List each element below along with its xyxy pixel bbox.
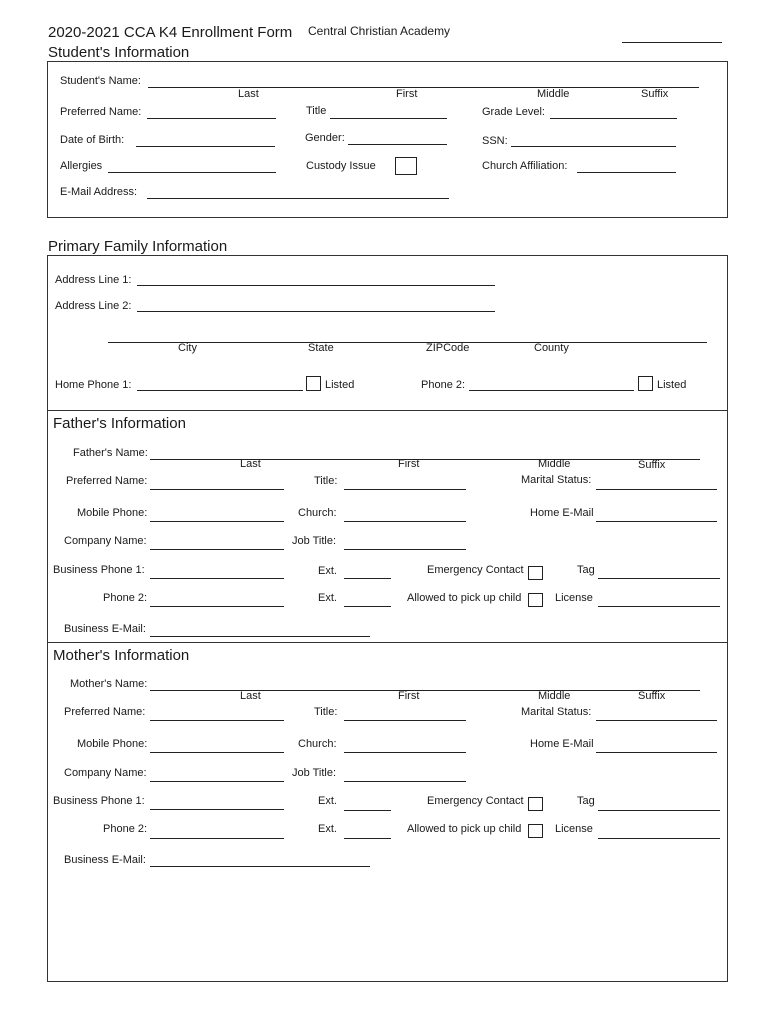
form-title: 2020-2021 CCA K4 Enrollment Form [48,24,293,41]
father-emergency-label: Emergency Contact [427,564,524,576]
father-church-label: Church: [298,507,337,519]
father-name-field[interactable] [150,446,700,460]
form-top-right-field[interactable] [622,29,722,43]
mother-bemail-label: Business E-Mail: [64,854,146,866]
student-dob-field[interactable] [136,133,275,147]
home-phone-field[interactable] [137,377,303,391]
home-phone-listed-label: Listed [325,379,355,391]
mother-mobile-label: Mobile Phone: [77,738,148,750]
father-phone2-field[interactable] [150,593,284,607]
mother-first-caption: First [398,690,420,702]
father-ext1-field[interactable] [344,565,391,579]
mother-section-heading: Mother's Information [53,647,190,664]
address1-field[interactable] [137,272,495,286]
mother-marital-label: Marital Status: [521,706,592,718]
student-title-field[interactable] [330,105,447,119]
father-license-label: License [555,592,593,604]
state-caption: State [308,342,334,354]
mother-pickup-checkbox[interactable] [528,824,543,838]
mother-home-email-field[interactable] [596,739,717,753]
mother-bphone1-label: Business Phone 1: [53,795,145,807]
father-phone2-label: Phone 2: [103,592,148,604]
address2-label: Address Line 2: [55,300,132,312]
student-dob-label: Date of Birth: [60,134,125,146]
father-tag-label: Tag [577,564,595,576]
father-mobile-label: Mobile Phone: [77,507,148,519]
phone2-field[interactable] [469,377,634,391]
student-name-field[interactable] [148,74,699,88]
student-allergies-field[interactable] [108,159,276,173]
school-name: Central Christian Academy [308,24,451,38]
family-section-heading: Primary Family Information [48,238,228,255]
father-marital-field[interactable] [596,476,717,490]
student-gender-label: Gender: [305,132,345,144]
father-last-caption: Last [240,458,261,470]
mother-marital-field[interactable] [596,707,717,721]
student-first-caption: First [396,88,418,100]
father-middle-caption: Middle [538,458,571,470]
mother-home-email-label: Home E-Mail [530,738,594,750]
student-church-field[interactable] [577,159,676,173]
mother-bphone1-field[interactable] [150,796,284,810]
student-suffix-caption: Suffix [641,88,669,100]
student-name-label: Student's Name: [60,75,141,87]
mother-tag-field[interactable] [598,797,720,811]
father-title-label: Title: [314,475,338,487]
mother-license-field[interactable] [598,825,720,839]
mother-middle-caption: Middle [538,690,571,702]
zip-caption: ZIPCode [426,342,470,354]
father-job-label: Job Title: [292,535,337,547]
divider-father [47,410,728,411]
student-church-label: Church Affiliation: [482,160,568,172]
mother-name-field[interactable] [150,677,700,691]
mother-pickup-label: Allowed to pick up child [407,823,522,835]
mother-bemail-field[interactable] [150,853,370,867]
home-phone-listed-checkbox[interactable] [306,376,321,391]
mother-emergency-checkbox[interactable] [528,797,543,811]
student-email-label: E-Mail Address: [60,186,138,198]
custody-issue-checkbox[interactable] [395,157,417,175]
father-ext2-label: Ext. [318,592,337,604]
father-pickup-checkbox[interactable] [528,593,543,607]
mother-church-field[interactable] [344,739,466,753]
main-info-box [47,255,728,982]
father-ext2-field[interactable] [344,593,391,607]
mother-job-field[interactable] [344,768,466,782]
mother-license-label: License [555,823,593,835]
student-ssn-label: SSN: [482,135,508,147]
father-mobile-field[interactable] [150,508,284,522]
mother-ext2-field[interactable] [344,825,391,839]
phone2-label: Phone 2: [421,379,466,391]
student-email-field[interactable] [147,185,449,199]
father-church-field[interactable] [344,508,466,522]
student-title-label: Title [306,105,327,117]
father-suffix-caption: Suffix [638,459,666,471]
mother-ext1-field[interactable] [344,797,391,811]
mother-title-field[interactable] [344,707,466,721]
mother-ext2-label: Ext. [318,823,337,835]
father-marital-label: Marital Status: [521,474,592,486]
mother-suffix-caption: Suffix [638,690,666,702]
student-custody-label: Custody Issue [306,160,376,172]
address1-label: Address Line 1: [55,274,132,286]
father-section-heading: Father's Information [53,415,186,432]
mother-name-label: Mother's Name: [70,678,148,690]
phone2-listed-checkbox[interactable] [638,376,653,391]
father-bphone1-label: Business Phone 1: [53,564,145,576]
mother-phone2-label: Phone 2: [103,823,148,835]
father-first-caption: First [398,458,420,470]
home-phone-label: Home Phone 1: [55,379,132,391]
phone2-listed-label: Listed [657,379,687,391]
student-preferred-field[interactable] [147,105,276,119]
father-tag-field[interactable] [598,565,720,579]
mother-church-label: Church: [298,738,337,750]
mother-preferred-label: Preferred Name: [64,706,146,718]
student-grade-field[interactable] [550,105,677,119]
mother-company-label: Company Name: [64,767,147,779]
county-caption: County [534,342,569,354]
mother-last-caption: Last [240,690,261,702]
student-gender-field[interactable] [348,131,447,145]
divider-mother [47,642,728,643]
student-grade-label: Grade Level: [482,106,545,118]
mother-preferred-field[interactable] [150,707,284,721]
father-preferred-field[interactable] [150,476,284,490]
mother-job-label: Job Title: [292,767,337,779]
mother-tag-label: Tag [577,795,595,807]
mother-emergency-label: Emergency Contact [427,795,524,807]
father-bphone1-field[interactable] [150,565,284,579]
father-company-label: Company Name: [64,535,147,547]
student-ssn-field[interactable] [511,133,676,147]
father-ext1-label: Ext. [318,565,337,577]
father-job-field[interactable] [344,536,466,550]
student-last-caption: Last [238,88,259,100]
address2-field[interactable] [137,298,495,312]
student-section-heading: Student's Information [48,44,190,61]
mother-title-label: Title: [314,706,338,718]
father-emergency-checkbox[interactable] [528,566,543,580]
student-allergies-label: Allergies [60,160,103,172]
city-caption: City [178,342,197,354]
father-pickup-label: Allowed to pick up child [407,592,522,604]
father-license-field[interactable] [598,593,720,607]
mother-mobile-field[interactable] [150,739,284,753]
student-preferred-label: Preferred Name: [60,106,142,118]
mother-ext1-label: Ext. [318,795,337,807]
city-state-zip-county-field[interactable] [108,329,707,343]
father-bemail-field[interactable] [150,623,370,637]
student-middle-caption: Middle [537,88,570,100]
father-company-field[interactable] [150,536,284,550]
father-title-field[interactable] [344,476,466,490]
mother-phone2-field[interactable] [150,825,284,839]
father-preferred-label: Preferred Name: [66,475,148,487]
father-home-email-label: Home E-Mail [530,507,594,519]
mother-company-field[interactable] [150,768,284,782]
father-bemail-label: Business E-Mail: [64,623,146,635]
father-home-email-field[interactable] [596,508,717,522]
father-name-label: Father's Name: [73,447,148,459]
